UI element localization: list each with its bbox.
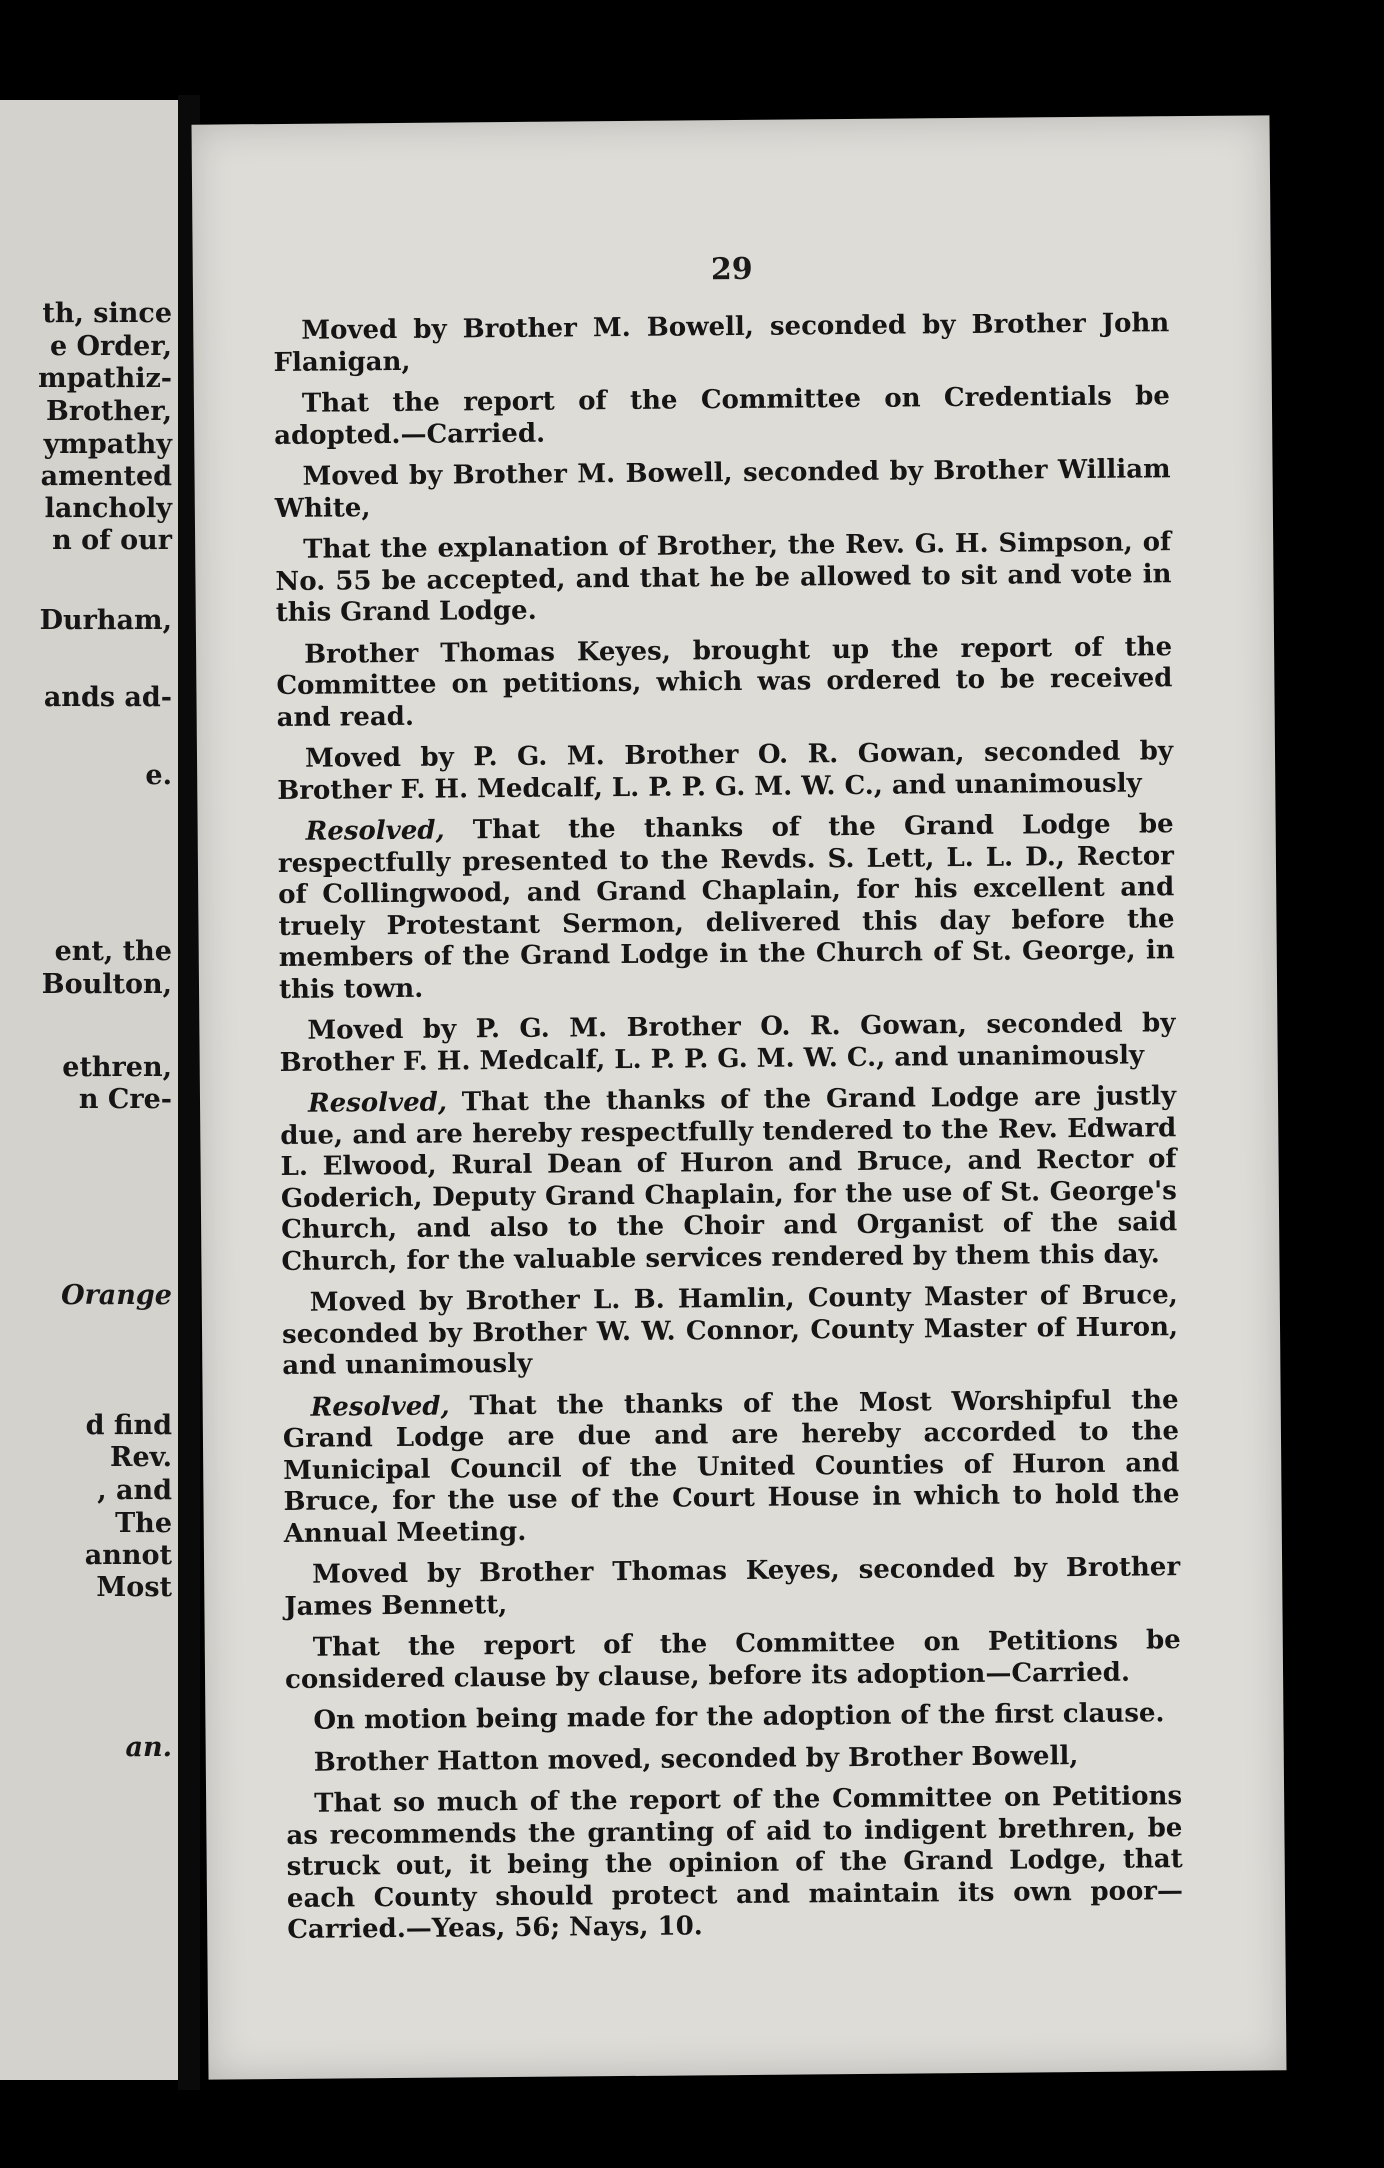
left-page-line: Orange [61,1280,172,1311]
left-page-line: ands ad- [43,682,172,713]
left-page-fragment [0,100,178,2080]
left-page-line: e Order, [49,331,172,362]
left-page-line: annot [84,1540,172,1571]
left-page-line: an. [125,1732,172,1763]
motion-paragraph: Moved by P. G. M. Brother O. R. Gowan, seconded by Brother F. H. Medcalf, L. P. P. G. M. W. C., and unanimously [279,1008,1176,1078]
resolution-text: That the thanks of the Most Worshipful the Grand Lodge are due and are hereby accorded to the Municipal Council of the United Counties of Huron and Bruce, for the use of the Court House in which to hold the Annual Meeting. [282,1384,1180,1549]
motion-paragraph: Moved by Brother L. B. Hamlin, County Master of Bruce, seconded by Brother W. W. Connor, County Master of Huron, and unanimously [281,1280,1179,1381]
resolved-label: Resolved, [305,815,445,847]
motion-paragraph: Moved by Brother Thomas Keyes, seconded by Brother James Bennett, [284,1552,1181,1622]
resolved-label: Resolved, [307,1087,448,1119]
left-page-line: n of our [52,525,172,556]
resolution-paragraph [278,809,1176,1006]
left-page-line: The [115,1508,172,1539]
motion-paragraph: Moved by P. G. M. Brother O. R. Gowan, seconded by Brother F. H. Medcalf, L. P. P. G. M. W. C., and unanimously [277,736,1174,806]
resolution-paragraph [280,1081,1178,1278]
report-paragraph: Brother Thomas Keyes, brought up the report of the Committee on petitions, which was ordered to be received and read. [276,631,1173,733]
resolution-paragraph: That the explanation of Brother, the Rev. G. H. Simpson, of No. 55 be accepted, and that he be allowed to sit and vote in this Grand Lodge. [275,527,1172,629]
left-page-line: ent, the [54,936,172,967]
left-page-line: n Cre- [78,1084,172,1115]
resolution-text: That the thanks of the Grand Lodge be respectfully presented to the Revds. S. Lett, L. L. D., Rector of Collingwood, and Grand Chaplain, for his excellent and truely Protestant Sermon, delivered this day before the members of the Grand Lodge in the Church of St. George, in this town. [277,809,1175,1005]
left-page-line: d find [85,1410,172,1441]
left-page-line: Durham, [39,605,172,636]
page-body [273,308,1183,1956]
motion-paragraph: Moved by Brother M. Bowell, seconded by Brother John Flanigan, [273,308,1170,378]
page-number: 29 [710,251,753,288]
left-page-line: Brother, [46,396,172,427]
left-page-line: mpathiz- [38,363,172,394]
resolution-text: That the thanks of the Grand Lodge are justly due, and are hereby respectfully tendered to the Rev. Edward L. Elwood, Rural Dean of Huron and Bruce, and Rector of Goderich, Deputy Grand Chaplain, for the use of St. George's Church, and also to the Choir and Organist of the said Church, for the valuable services rendered by them this day. [280,1081,1178,1277]
left-page-line: , and [97,1475,172,1506]
left-page-line: Rev. [110,1442,172,1473]
motion-paragraph: Brother Hatton moved, seconded by Brother Bowell, [313,1740,1079,1778]
resolution-paragraph [283,1385,1180,1550]
resolution-paragraph: That the report of the Committee on Credentials be adopted.—Carried. [274,381,1171,451]
motion-paragraph: Moved by Brother M. Bowell, seconded by Brother William White, [274,454,1171,524]
document-page [191,115,1286,2079]
resolved-label: Resolved, [310,1391,450,1423]
left-page-line: e. [145,760,172,791]
left-page-line: Boulton, [41,969,172,1000]
motion-paragraph: On motion being made for the adoption of the first clause. [313,1698,1165,1736]
left-page-line: lancholy [44,493,172,524]
left-page-line: amented [40,461,172,492]
left-page-line: ethren, [62,1052,172,1083]
left-page-line: ympathy [43,429,172,460]
left-page-line: Most [96,1572,172,1603]
resolution-paragraph: That so much of the report of the Committee on Petitions as recommends the granting of aid to indigent brethren, be struck out, it being the opinion of the Grand Lodge, that each County should protect and maintain its own poor—Carried.—Yeas, 56; Nays, 10. [286,1781,1184,1945]
resolution-paragraph: That the report of the Committee on Petitions be considered clause by clause, before its adoption—Carried. [284,1625,1181,1695]
left-page-line: th, since [42,298,172,329]
